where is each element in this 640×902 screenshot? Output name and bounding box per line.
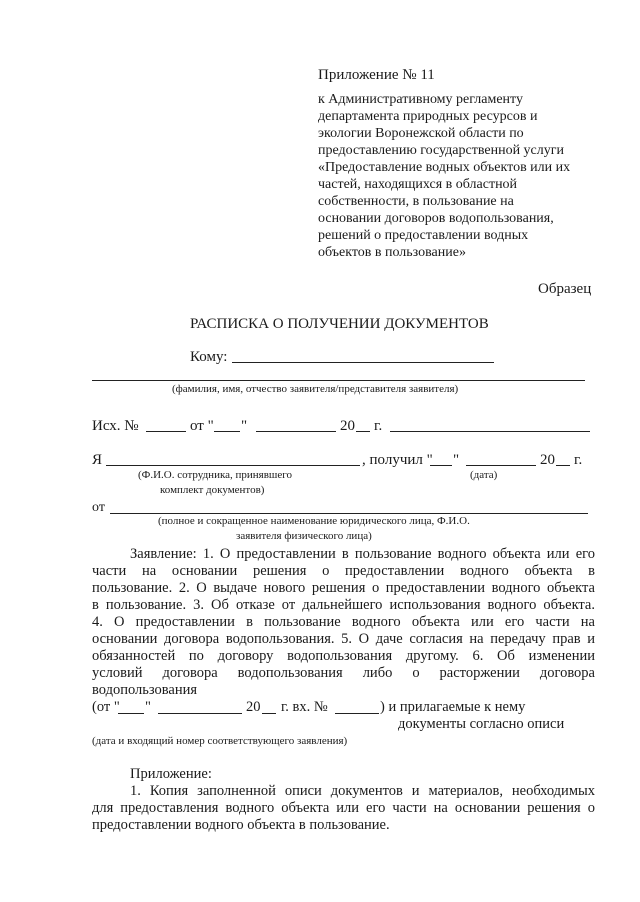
header-line: основании договоров водопользования,: [318, 211, 554, 226]
received-quote: ": [453, 452, 460, 468]
ref-year-prefix: 20: [340, 418, 355, 434]
appendix-number: Приложение № 11: [318, 67, 435, 83]
ref-number-field[interactable]: [146, 431, 186, 432]
statement-line: в пользование. 3. Об отказе от дальнейшего использования водного объекта.: [92, 597, 595, 613]
employee-caption: (Ф.И.О. сотрудника, принявшего: [138, 469, 293, 481]
ref-year-field[interactable]: [356, 431, 370, 432]
appendix-line: для предоставления водного объекта или его части на основании решения о: [92, 800, 595, 816]
from-label: от: [92, 500, 105, 515]
received-month-field[interactable]: [466, 465, 536, 466]
statement-docs: документы согласно описи: [398, 716, 565, 732]
statement-line: основании договора водопользования. 5. О даче согласия на передачу прав и: [92, 631, 595, 647]
statement-attached: ) и прилагаемые к нему: [380, 699, 526, 715]
ref-quote: ": [241, 418, 248, 434]
ref-number-label: Исх. №: [92, 418, 139, 434]
ref-day-field[interactable]: [214, 431, 240, 432]
applicant-caption-2: заявителя физического лица): [236, 530, 372, 542]
statement-line: пользование. 2. О выдаче нового решения о предоставлении водного объекта: [92, 580, 595, 596]
to-field[interactable]: [232, 362, 494, 363]
statement-vh: г. вх. №: [281, 699, 328, 715]
header-line: частей, находящихся в областной: [318, 177, 518, 192]
statement-line: части на основании решения о предоставлении водного объекта в: [92, 563, 595, 579]
header-line: департамента природных ресурсов и: [318, 109, 538, 124]
ref-rest-field[interactable]: [390, 431, 590, 432]
to-caption: (фамилия, имя, отчество заявителя/представителя заявителя): [172, 383, 459, 395]
statement-quote: ": [145, 699, 151, 715]
header-line: предоставлению государственной услуги: [318, 143, 564, 158]
statement-year-field[interactable]: [262, 713, 276, 714]
sample-label: Образец: [538, 281, 592, 297]
statement-line: 4. О предоставлении в пользование водного объекта или его части на: [92, 614, 595, 630]
statement-from: (от ": [92, 699, 120, 715]
ref-from-label: от ": [190, 418, 214, 434]
header-line: экологии Воронежской области по: [318, 126, 524, 141]
appendix-line: предоставлении водного объекта в пользование.: [92, 817, 390, 833]
received-year-field[interactable]: [556, 465, 570, 466]
document-title: РАСПИСКА О ПОЛУЧЕНИИ ДОКУМЕНТОВ: [190, 316, 489, 332]
header-line: объектов в пользование»: [318, 245, 466, 260]
statement-caption: (дата и входящий номер соответствующего заявления): [92, 735, 348, 747]
applicant-caption: (полное и сокращенное наименование юридического лица, Ф.И.О.: [158, 515, 470, 527]
employee-name-field[interactable]: [106, 465, 360, 466]
statement-day-field[interactable]: [118, 713, 144, 714]
appendix-line: 1. Копия заполненной описи документов и материалов, необходимых: [130, 783, 595, 799]
received-year-prefix: 20: [540, 452, 555, 468]
received-ya: Я: [92, 452, 103, 468]
date-caption: (дата): [470, 469, 498, 481]
statement-line: условий договора водопользования либо о расторжении договора: [92, 665, 595, 681]
appendix-label: Приложение:: [130, 766, 212, 782]
ref-year-suffix: г.: [374, 418, 383, 434]
statement-line: Заявление: 1. О предоставлении в пользование водного объекта или его: [130, 546, 595, 562]
statement-month-field[interactable]: [158, 713, 242, 714]
header-line: решений о предоставлении водных: [318, 228, 529, 243]
header-line: «Предоставление водных объектов или их: [318, 160, 571, 175]
header-line: собственности, в пользование на: [318, 194, 514, 209]
statement-line: водопользования: [92, 682, 198, 698]
ref-month-field[interactable]: [256, 431, 336, 432]
received-year-suffix: г.: [574, 452, 583, 468]
to-field-line2[interactable]: [92, 380, 585, 381]
received-label: , получил ": [362, 452, 433, 468]
statement-year-prefix: 20: [246, 699, 261, 715]
applicant-field[interactable]: [110, 513, 588, 514]
statement-incoming-number-field[interactable]: [335, 713, 379, 714]
to-label: Кому:: [190, 349, 228, 365]
header-line: к Административному регламенту: [318, 92, 523, 107]
received-day-field[interactable]: [430, 465, 452, 466]
employee-caption-2: комплект документов): [160, 484, 265, 496]
statement-line: обязанностей по договору водопользования другому. 6. Об изменении: [92, 648, 595, 664]
